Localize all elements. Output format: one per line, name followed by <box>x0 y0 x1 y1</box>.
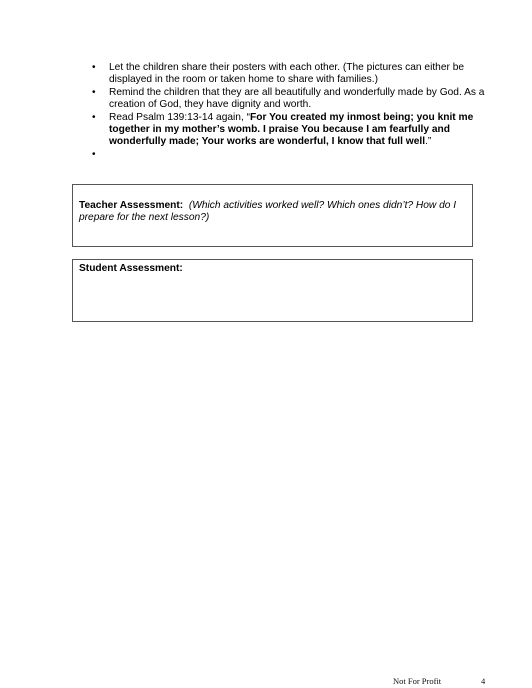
footer-text: Not For Profit <box>393 676 442 686</box>
lesson-bullet-list <box>92 62 492 161</box>
bullet-empty <box>92 149 492 161</box>
bullet-read-psalm <box>92 112 492 149</box>
bullet-remind-children <box>92 87 492 112</box>
teacher-assessment-note: (Which activities worked well? Which ones didn’t? How do I prepare for the next lesson?) <box>79 200 457 224</box>
bullet-share-posters <box>92 62 492 87</box>
psalm-quote: For You created my inmost being; you knit me together in my mother’s womb. I praise You because I am fearfully and wonderfully made; Your works are wonderful, I know that full well <box>109 111 474 148</box>
page-number: 4 <box>481 676 486 686</box>
bullet-suffix: .” <box>425 136 432 148</box>
student-assessment-heading: Student Assessment: <box>79 263 183 274</box>
student-assessment-box <box>72 259 473 322</box>
bullet-text: Remind the children that they are all beautifully and wonderfully made by God. As a creation of God, they have dignity and worth. <box>109 86 485 111</box>
teacher-assessment-heading: Teacher Assessment: <box>79 200 184 211</box>
page-footer <box>393 676 486 686</box>
teacher-assessment-box <box>72 184 473 247</box>
bullet-text: Let the children share their posters with each other. (The pictures can either be displayed in the room or taken home to share with families.) <box>109 62 465 86</box>
bullet-prefix: Read Psalm 139:13-14 again, “ <box>109 111 251 123</box>
